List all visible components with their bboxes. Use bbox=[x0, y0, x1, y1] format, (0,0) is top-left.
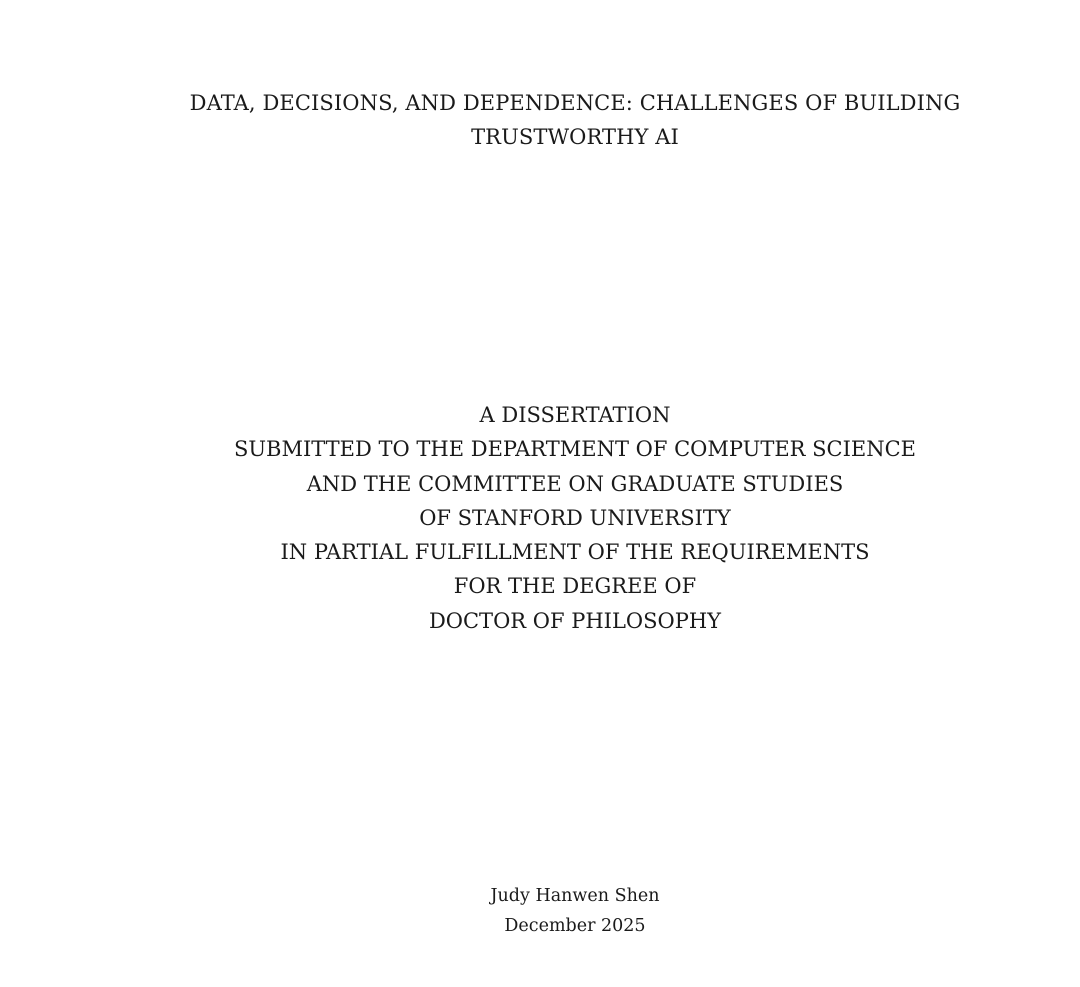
submission-statement bbox=[0, 398, 1080, 638]
dissertation-title bbox=[0, 86, 1080, 154]
statement-line-3: AND THE COMMITTEE ON GRADUATE STUDIES bbox=[306, 471, 844, 496]
title-line-2: TRUSTWORTHY AI bbox=[471, 125, 679, 149]
statement-line-2: SUBMITTED TO THE DEPARTMENT OF COMPUTER SCIENCE bbox=[233, 437, 917, 462]
submission-date: December 2025 bbox=[504, 916, 646, 936]
author-block bbox=[0, 881, 1080, 941]
statement-line-1: A DISSERTATION bbox=[479, 403, 671, 427]
statement-line-7: DOCTOR OF PHILOSOPHY bbox=[428, 608, 722, 633]
author-name: Judy Hanwen Shen bbox=[490, 886, 660, 906]
statement-line-4: OF STANFORD UNIVERSITY bbox=[419, 505, 731, 530]
statement-line-5: IN PARTIAL FULFILLMENT OF THE REQUIREMENTS bbox=[280, 540, 870, 565]
title-line-1: DATA, DECISIONS, AND DEPENDENCE: CHALLENGES OF BUILDING bbox=[189, 91, 961, 115]
statement-line-6: FOR THE DEGREE OF bbox=[453, 574, 697, 599]
